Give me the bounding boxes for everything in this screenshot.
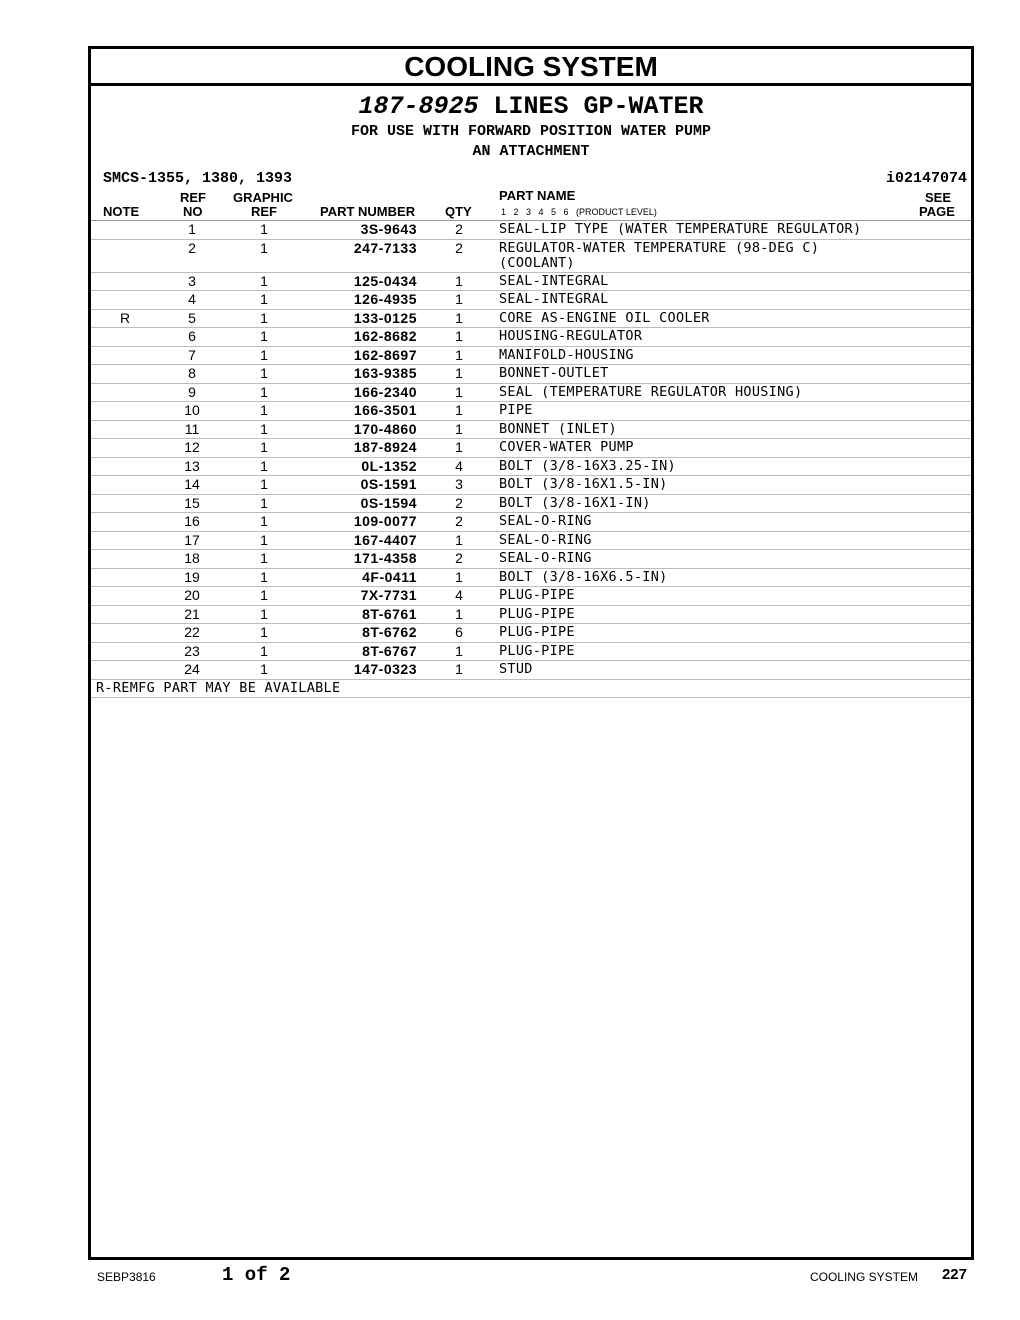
cell-qty: 4 bbox=[455, 457, 463, 474]
cell-part-name: STUD bbox=[499, 661, 533, 677]
cell-ref-no: 8 bbox=[188, 365, 196, 381]
header-product-levels: 1 2 3 4 5 6 (PRODUCT LEVEL) bbox=[501, 207, 657, 217]
cell-part-name: SEAL-O-RING bbox=[499, 513, 592, 529]
cell-part-number: 133-0125 bbox=[353, 309, 417, 326]
cell-ref-no: 17 bbox=[184, 531, 200, 548]
cell-part-number: 0S-1594 bbox=[360, 494, 417, 511]
cell-part-number: 0L-1352 bbox=[361, 457, 417, 474]
cell-ref-no: 1 bbox=[188, 221, 196, 237]
assembly-part-number: 187-8925 bbox=[358, 92, 479, 121]
cell-part-name: BOLT (3/8-16X6.5-IN) bbox=[499, 568, 668, 585]
cell-part-number: 166-3501 bbox=[353, 402, 417, 418]
cell-graphic-ref: 1 bbox=[260, 531, 268, 548]
footnote: R-REMFG PART MAY BE AVAILABLE bbox=[91, 680, 971, 698]
table-row bbox=[91, 458, 971, 477]
cell-graphic-ref: 1 bbox=[260, 328, 268, 344]
cell-ref-no: 7 bbox=[188, 346, 196, 363]
cell-graphic-ref: 1 bbox=[260, 420, 268, 437]
table-row bbox=[91, 643, 971, 662]
cell-graphic-ref: 1 bbox=[260, 513, 268, 529]
table-row bbox=[91, 476, 971, 495]
cell-part-number: 247-7133 bbox=[353, 239, 417, 256]
header-see-top: SEE bbox=[925, 190, 952, 205]
cell-qty: 2 bbox=[455, 513, 463, 529]
cell-ref-no: 9 bbox=[188, 383, 196, 400]
cell-graphic-ref: 1 bbox=[260, 550, 268, 566]
assembly-header bbox=[91, 92, 971, 162]
footer-section: COOLING SYSTEM bbox=[809, 1270, 918, 1284]
header-ref-bottom: NO bbox=[183, 204, 203, 219]
cell-part-name: SEAL-INTEGRAL bbox=[499, 272, 609, 289]
cell-ref-no: 18 bbox=[184, 550, 200, 566]
cell-part-number: 171-4358 bbox=[353, 550, 417, 566]
table-row bbox=[91, 606, 971, 625]
cell-part-number: 4F-0411 bbox=[362, 568, 417, 585]
cell-qty: 6 bbox=[455, 624, 463, 640]
cell-ref-no: 22 bbox=[184, 624, 200, 640]
assembly-title bbox=[91, 92, 971, 122]
cell-qty: 1 bbox=[455, 420, 463, 437]
cell-qty: 1 bbox=[455, 365, 463, 381]
cell-part-number: 167-4407 bbox=[353, 531, 417, 548]
cell-ref-no: 5 bbox=[188, 309, 196, 326]
cell-part-number: 8T-6762 bbox=[362, 624, 417, 640]
cell-part-name: PIPE bbox=[499, 402, 533, 418]
header-note: NOTE bbox=[103, 204, 140, 219]
cell-qty: 3 bbox=[455, 476, 463, 492]
cell-part-name: MANIFOLD-HOUSING bbox=[499, 346, 634, 363]
cell-part-number: 126-4935 bbox=[353, 291, 417, 307]
smcs-codes: SMCS-1355, 1380, 1393 bbox=[103, 170, 293, 187]
cell-graphic-ref: 1 bbox=[260, 457, 268, 474]
cell-graphic-ref: 1 bbox=[260, 383, 268, 400]
table-row bbox=[91, 402, 971, 421]
parts-table-body bbox=[91, 221, 971, 680]
document-frame bbox=[88, 46, 974, 1260]
table-row bbox=[91, 273, 971, 292]
smcs-row bbox=[91, 168, 971, 190]
cell-part-number: 147-0323 bbox=[353, 661, 417, 677]
cell-part-name: BONNET (INLET) bbox=[499, 420, 617, 437]
header-part-number: PART NUMBER bbox=[320, 204, 416, 219]
cell-qty: 1 bbox=[455, 346, 463, 363]
cell-part-name: SEAL-O-RING bbox=[499, 550, 592, 566]
cell-graphic-ref: 1 bbox=[260, 587, 268, 603]
cell-graphic-ref: 1 bbox=[260, 476, 268, 492]
cell-ref-no: 4 bbox=[188, 291, 196, 307]
cell-part-name: BOLT (3/8-16X1.5-IN) bbox=[499, 476, 668, 492]
table-row bbox=[91, 439, 971, 458]
cell-part-number: 162-8697 bbox=[353, 346, 417, 363]
table-row bbox=[91, 221, 971, 240]
cell-graphic-ref: 1 bbox=[260, 272, 268, 289]
footer-page-of: 1 of 2 bbox=[222, 1264, 291, 1286]
cell-part-number: 8T-6761 bbox=[362, 605, 417, 622]
header-qty: QTY bbox=[445, 204, 472, 219]
table-row bbox=[91, 587, 971, 606]
cell-qty: 1 bbox=[455, 291, 463, 307]
cell-qty: 1 bbox=[455, 605, 463, 622]
cell-graphic-ref: 1 bbox=[260, 309, 268, 326]
cell-part-name: CORE AS-ENGINE OIL COOLER bbox=[499, 309, 710, 326]
cell-part-name: BOLT (3/8-16X3.25-IN) bbox=[499, 457, 676, 474]
illustration-id: i02147074 bbox=[885, 170, 967, 187]
table-row bbox=[91, 365, 971, 384]
cell-part-number: 0S-1591 bbox=[360, 476, 417, 492]
cell-qty: 1 bbox=[455, 402, 463, 418]
cell-qty: 1 bbox=[455, 383, 463, 400]
cell-qty: 4 bbox=[455, 587, 463, 603]
cell-part-number: 162-8682 bbox=[353, 328, 417, 344]
cell-part-name: PLUG-PIPE bbox=[499, 587, 575, 603]
table-row bbox=[91, 291, 971, 310]
cell-part-name: PLUG-PIPE bbox=[499, 605, 575, 622]
cell-part-name: PLUG-PIPE bbox=[499, 642, 575, 659]
cell-part-name: SEAL-LIP TYPE (WATER TEMPERATURE REGULATOR) bbox=[499, 221, 862, 237]
cell-ref-no: 13 bbox=[184, 457, 200, 474]
cell-part-number: 170-4860 bbox=[353, 420, 417, 437]
cell-graphic-ref: 1 bbox=[260, 239, 268, 256]
cell-note: R bbox=[119, 309, 131, 326]
cell-part-number: 166-2340 bbox=[353, 383, 417, 400]
cell-ref-no: 14 bbox=[184, 476, 200, 492]
cell-part-name: HOUSING-REGULATOR bbox=[499, 328, 643, 344]
table-row bbox=[91, 347, 971, 366]
cell-graphic-ref: 1 bbox=[260, 642, 268, 659]
header-part-name: PART NAME bbox=[499, 188, 576, 203]
cell-part-name: BOLT (3/8-16X1-IN) bbox=[499, 494, 651, 511]
cell-graphic-ref: 1 bbox=[260, 402, 268, 418]
cell-part-name: PLUG-PIPE bbox=[499, 624, 575, 640]
table-row bbox=[91, 495, 971, 514]
table-row bbox=[91, 532, 971, 551]
cell-ref-no: 24 bbox=[184, 661, 200, 677]
table-row bbox=[91, 661, 971, 680]
cell-graphic-ref: 1 bbox=[260, 661, 268, 677]
cell-ref-no: 6 bbox=[188, 328, 196, 344]
cell-qty: 2 bbox=[455, 239, 463, 256]
cell-qty: 1 bbox=[455, 309, 463, 326]
cell-qty: 1 bbox=[455, 531, 463, 548]
cell-graphic-ref: 1 bbox=[260, 439, 268, 455]
cell-qty: 1 bbox=[455, 272, 463, 289]
table-row bbox=[91, 384, 971, 403]
cell-qty: 1 bbox=[455, 642, 463, 659]
header-graphic-bottom: REF bbox=[251, 204, 277, 219]
cell-part-name: SEAL (TEMPERATURE REGULATOR HOUSING) bbox=[499, 383, 803, 400]
cell-part-name: SEAL-INTEGRAL bbox=[499, 291, 609, 307]
cell-ref-no: 11 bbox=[184, 420, 200, 437]
cell-graphic-ref: 1 bbox=[260, 605, 268, 622]
footer-doc-id: SEBP3816 bbox=[97, 1270, 156, 1284]
cell-part-name: COVER-WATER PUMP bbox=[499, 439, 634, 455]
cell-graphic-ref: 1 bbox=[260, 568, 268, 585]
assembly-name: LINES GP-WATER bbox=[493, 92, 704, 121]
cell-graphic-ref: 1 bbox=[260, 221, 268, 237]
cell-qty: 1 bbox=[455, 661, 463, 677]
table-header bbox=[91, 190, 971, 221]
cell-ref-no: 20 bbox=[184, 587, 200, 603]
cell-ref-no: 12 bbox=[184, 439, 200, 455]
header-graphic-top: GRAPHIC bbox=[233, 190, 293, 205]
cell-part-name: REGULATOR-WATER TEMPERATURE (98-DEG C) (COOLANT) bbox=[499, 239, 820, 271]
cell-part-number: 125-0434 bbox=[353, 272, 417, 289]
cell-qty: 2 bbox=[455, 494, 463, 511]
cell-ref-no: 3 bbox=[188, 272, 196, 289]
cell-graphic-ref: 1 bbox=[260, 624, 268, 640]
cell-ref-no: 23 bbox=[184, 642, 200, 659]
cell-part-number: 109-0077 bbox=[353, 513, 417, 529]
cell-ref-no: 2 bbox=[188, 239, 196, 256]
cell-graphic-ref: 1 bbox=[260, 291, 268, 307]
table-row bbox=[91, 240, 971, 273]
assembly-subtitle-1: FOR USE WITH FORWARD POSITION WATER PUMP bbox=[350, 123, 712, 140]
table-row bbox=[91, 328, 971, 347]
cell-part-number: 8T-6767 bbox=[362, 642, 417, 659]
table-row bbox=[91, 421, 971, 440]
cell-ref-no: 19 bbox=[184, 568, 200, 585]
table-row bbox=[91, 624, 971, 643]
table-row bbox=[91, 310, 971, 329]
cell-graphic-ref: 1 bbox=[260, 494, 268, 511]
cell-ref-no: 15 bbox=[184, 494, 200, 511]
cell-graphic-ref: 1 bbox=[260, 346, 268, 363]
cell-graphic-ref: 1 bbox=[260, 365, 268, 381]
cell-qty: 2 bbox=[455, 221, 463, 237]
assembly-subtitle-2: AN ATTACHMENT bbox=[472, 143, 590, 160]
table-row bbox=[91, 550, 971, 569]
cell-part-number: 3S-9643 bbox=[360, 221, 417, 237]
cell-qty: 1 bbox=[455, 328, 463, 344]
cell-part-name: BONNET-OUTLET bbox=[499, 365, 609, 381]
section-title: COOLING SYSTEM bbox=[91, 49, 971, 86]
header-ref-top: REF bbox=[180, 190, 206, 205]
cell-part-number: 163-9385 bbox=[353, 365, 417, 381]
cell-qty: 1 bbox=[455, 568, 463, 585]
table-row bbox=[91, 569, 971, 588]
footer-page-number: 227 bbox=[941, 1266, 967, 1283]
table-row bbox=[91, 513, 971, 532]
cell-ref-no: 16 bbox=[184, 513, 200, 529]
cell-ref-no: 10 bbox=[184, 402, 200, 418]
cell-part-number: 7X-7731 bbox=[360, 587, 417, 603]
cell-part-number: 187-8924 bbox=[353, 439, 417, 455]
cell-qty: 2 bbox=[455, 550, 463, 566]
header-see-bottom: PAGE bbox=[919, 204, 955, 219]
cell-part-name: SEAL-O-RING bbox=[499, 531, 592, 548]
cell-ref-no: 21 bbox=[184, 605, 200, 622]
cell-qty: 1 bbox=[455, 439, 463, 455]
